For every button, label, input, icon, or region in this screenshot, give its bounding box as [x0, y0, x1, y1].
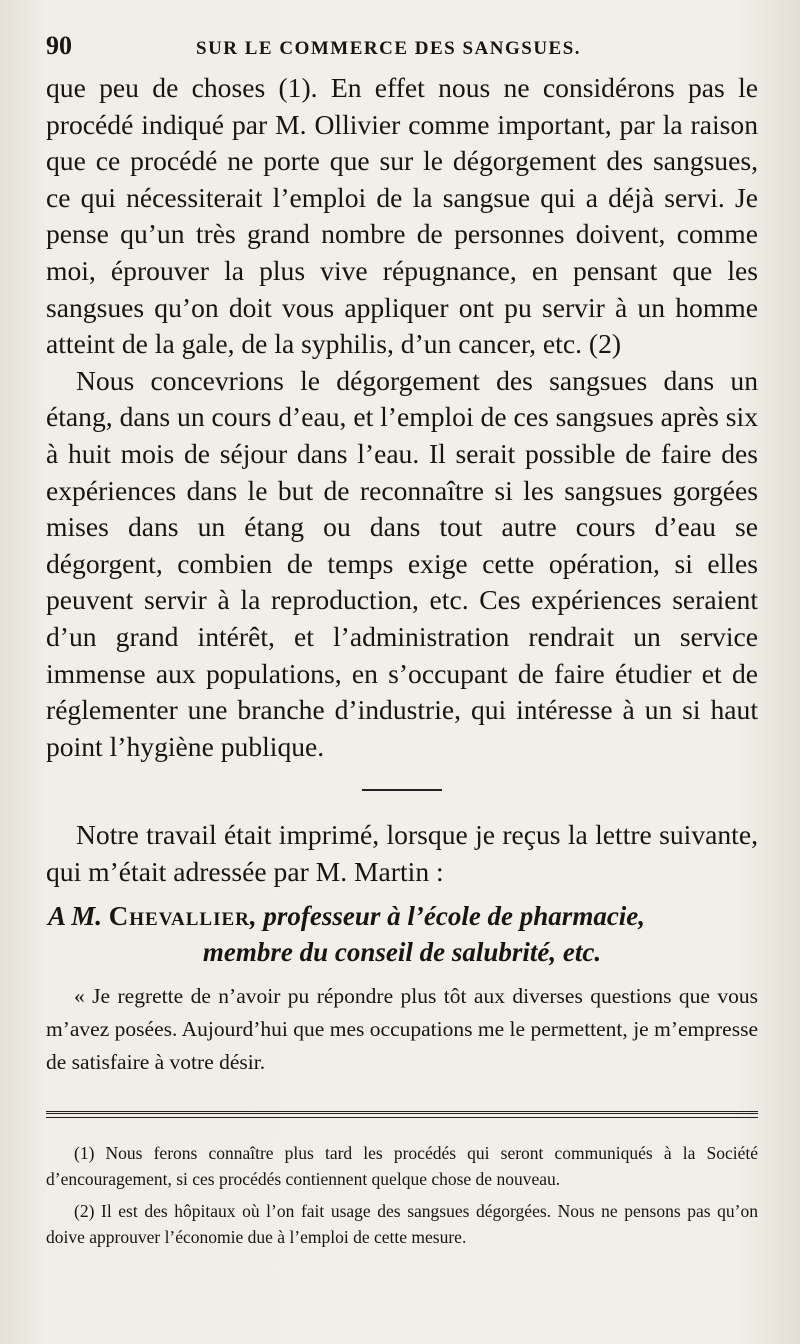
address-name: Chevallier [108, 901, 250, 932]
running-title: SUR LE COMMERCE DES SANGSUES. [196, 38, 582, 59]
section-separator [362, 789, 442, 791]
letter-address [46, 898, 758, 970]
letter-quote: « Je regrette de n’avoir pu répondre plus tôt aux diverses questions que vous m’avez posées. Aujourd’hui que mes occupations me le permettent, je m’empresse de satisfaire à votre désir. [46, 984, 758, 1075]
address-line-2: membre du conseil de salubrité, etc. [202, 937, 602, 968]
footnote-rule [46, 1111, 758, 1118]
running-head [46, 30, 758, 70]
body-text [46, 70, 758, 765]
address-line-1 [46, 898, 758, 934]
footnote-2: (2) Il est des hôpitaux où l’on fait usage des sangsues dégorgées. Nous ne pensons pas qu’on doive approuver l’économie due à l’emploi de cette mesure. [46, 1201, 758, 1248]
body-text-2 [46, 817, 758, 890]
page-number: 90 [46, 31, 72, 60]
footnote-1: (1) Nous ferons connaître plus tard les procédés qui seront communiqués à la Société d’encouragement, si ces procédés contiennent quelque chose de nouveau. [46, 1143, 758, 1190]
address-title: , professeur à l’école de pharmacie, [249, 901, 646, 932]
paragraph-3: Notre travail était imprimé, lorsque je reçus la lettre suivante, qui m’était adressée par M. Martin : [46, 819, 758, 887]
footnotes [46, 1140, 758, 1250]
paragraph-1: que peu de choses (1). En effet nous ne considérons pas le procédé indiqué par M. Ollivier comme important, par la raison que ce procédé ne porte que sur le dégorgement des sangsues, ce qui nécessiterait l’emploi de la sangsue qui a déjà servi. Je pense qu’un très grand nombre de personnes doivent, comme moi, éprouver la plus vive répugnance, en pensant que les sangsues qu’on doit vous appliquer ont pu servir à un homme atteint de la gale, de la syphilis, d’un cancer, etc. (2) [46, 72, 758, 360]
address-prefix: A M. [48, 901, 103, 932]
paragraph-2: Nous concevrions le dégorgement des sangsues dans un étang, dans un cours d’eau, et l’emploi de ces sangsues après six à huit mois de séjour dans l’eau. Il serait possible de faire des expériences dans le but de reconnaître si les sangsues gorgées mises dans un étang ou dans tout autre cours d’eau se dégorgent, combien de temps exige cette opération, si elles peuvent servir à la reproduction, etc. Ces expériences seraient d’un grand intérêt, et l’administration rendrait un service immense aux populations, en s’occupant de faire étudier et de réglementer une branche d’industrie, qui intéresse à un si haut point l’hygiène publique. [46, 364, 758, 762]
